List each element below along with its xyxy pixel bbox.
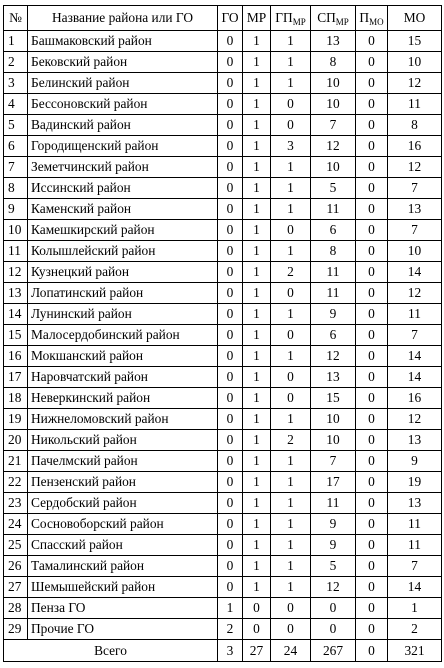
cell-mo: 13 bbox=[388, 493, 442, 514]
table-row bbox=[4, 31, 442, 52]
cell-go: 0 bbox=[218, 493, 243, 514]
cell-number: 11 bbox=[4, 241, 28, 262]
cell-go: 0 bbox=[218, 367, 243, 388]
cell-mo: 14 bbox=[388, 346, 442, 367]
table-row bbox=[4, 619, 442, 640]
cell-gp: 1 bbox=[271, 157, 311, 178]
cell-sp: 12 bbox=[311, 577, 356, 598]
cell-sp: 5 bbox=[311, 556, 356, 577]
cell-go: 0 bbox=[218, 556, 243, 577]
cell-go: 0 bbox=[218, 115, 243, 136]
cell-p: 0 bbox=[356, 556, 388, 577]
cell-go: 0 bbox=[218, 577, 243, 598]
cell-district-name: Сердобский район bbox=[28, 493, 218, 514]
cell-mr: 1 bbox=[243, 157, 271, 178]
cell-district-name: Башмаковский район bbox=[28, 31, 218, 52]
cell-go: 0 bbox=[218, 430, 243, 451]
cell-p: 0 bbox=[356, 388, 388, 409]
cell-mr: 1 bbox=[243, 535, 271, 556]
cell-district-name: Лунинский район bbox=[28, 304, 218, 325]
cell-sp: 10 bbox=[311, 94, 356, 115]
cell-gp: 0 bbox=[271, 220, 311, 241]
cell-sp: 10 bbox=[311, 157, 356, 178]
cell-mr: 1 bbox=[243, 241, 271, 262]
cell-district-name: Вадинский район bbox=[28, 115, 218, 136]
cell-go: 0 bbox=[218, 241, 243, 262]
cell-gp: 0 bbox=[271, 115, 311, 136]
cell-number: 9 bbox=[4, 199, 28, 220]
cell-mo: 14 bbox=[388, 577, 442, 598]
cell-p: 0 bbox=[356, 493, 388, 514]
cell-mr: 1 bbox=[243, 367, 271, 388]
cell-district-name: Белинский район bbox=[28, 73, 218, 94]
cell-go: 0 bbox=[218, 346, 243, 367]
cell-gp: 0 bbox=[271, 367, 311, 388]
table-header-row bbox=[4, 6, 442, 31]
cell-go: 0 bbox=[218, 157, 243, 178]
header-sp bbox=[311, 6, 356, 31]
cell-number: 23 bbox=[4, 493, 28, 514]
cell-mr: 1 bbox=[243, 556, 271, 577]
header-go: ГО bbox=[218, 6, 243, 31]
cell-sp: 0 bbox=[311, 598, 356, 619]
table-row bbox=[4, 430, 442, 451]
cell-mo: 11 bbox=[388, 535, 442, 556]
cell-number: 1 bbox=[4, 31, 28, 52]
cell-mo: 13 bbox=[388, 430, 442, 451]
cell-mr: 1 bbox=[243, 283, 271, 304]
cell-mr: 1 bbox=[243, 136, 271, 157]
cell-sp: 13 bbox=[311, 367, 356, 388]
cell-sp: 9 bbox=[311, 304, 356, 325]
cell-number: 26 bbox=[4, 556, 28, 577]
cell-gp: 1 bbox=[271, 472, 311, 493]
cell-gp: 1 bbox=[271, 304, 311, 325]
cell-gp: 2 bbox=[271, 262, 311, 283]
cell-mr: 1 bbox=[243, 220, 271, 241]
header-p-sub: МО bbox=[369, 17, 384, 27]
cell-mr: 1 bbox=[243, 409, 271, 430]
total-go: 3 bbox=[218, 640, 243, 662]
cell-gp: 0 bbox=[271, 598, 311, 619]
cell-district-name: Шемышейский район bbox=[28, 577, 218, 598]
cell-mr: 1 bbox=[243, 430, 271, 451]
cell-gp: 1 bbox=[271, 346, 311, 367]
header-name: Название района или ГО bbox=[28, 6, 218, 31]
cell-gp: 1 bbox=[271, 52, 311, 73]
cell-mo: 14 bbox=[388, 367, 442, 388]
cell-district-name: Наровчатский район bbox=[28, 367, 218, 388]
header-gp-sub: МР bbox=[292, 17, 306, 27]
cell-mr: 1 bbox=[243, 388, 271, 409]
cell-district-name: Лопатинский район bbox=[28, 283, 218, 304]
cell-go: 0 bbox=[218, 73, 243, 94]
cell-p: 0 bbox=[356, 199, 388, 220]
cell-go: 0 bbox=[218, 31, 243, 52]
cell-sp: 17 bbox=[311, 472, 356, 493]
cell-mo: 12 bbox=[388, 73, 442, 94]
cell-go: 0 bbox=[218, 388, 243, 409]
cell-sp: 11 bbox=[311, 283, 356, 304]
cell-p: 0 bbox=[356, 598, 388, 619]
cell-district-name: Спасский район bbox=[28, 535, 218, 556]
cell-go: 0 bbox=[218, 535, 243, 556]
total-gp: 24 bbox=[271, 640, 311, 662]
table-row bbox=[4, 262, 442, 283]
cell-go: 0 bbox=[218, 52, 243, 73]
cell-gp: 0 bbox=[271, 94, 311, 115]
cell-district-name: Пензенский район bbox=[28, 472, 218, 493]
cell-number: 10 bbox=[4, 220, 28, 241]
cell-number: 27 bbox=[4, 577, 28, 598]
cell-mo: 2 bbox=[388, 619, 442, 640]
cell-p: 0 bbox=[356, 178, 388, 199]
cell-mo: 7 bbox=[388, 220, 442, 241]
cell-number: 14 bbox=[4, 304, 28, 325]
cell-number: 20 bbox=[4, 430, 28, 451]
cell-sp: 7 bbox=[311, 451, 356, 472]
cell-p: 0 bbox=[356, 472, 388, 493]
cell-go: 0 bbox=[218, 409, 243, 430]
cell-p: 0 bbox=[356, 346, 388, 367]
cell-mo: 10 bbox=[388, 241, 442, 262]
table-row bbox=[4, 514, 442, 535]
cell-mo: 12 bbox=[388, 283, 442, 304]
cell-number: 8 bbox=[4, 178, 28, 199]
cell-go: 0 bbox=[218, 472, 243, 493]
cell-district-name: Бековский район bbox=[28, 52, 218, 73]
table-row bbox=[4, 598, 442, 619]
header-gp bbox=[271, 6, 311, 31]
cell-go: 0 bbox=[218, 178, 243, 199]
cell-mo: 7 bbox=[388, 556, 442, 577]
header-p-label: П bbox=[359, 10, 370, 25]
cell-go: 0 bbox=[218, 262, 243, 283]
total-sp: 267 bbox=[311, 640, 356, 662]
cell-gp: 0 bbox=[271, 388, 311, 409]
cell-mo: 12 bbox=[388, 409, 442, 430]
cell-sp: 0 bbox=[311, 619, 356, 640]
cell-sp: 11 bbox=[311, 493, 356, 514]
cell-sp: 10 bbox=[311, 430, 356, 451]
cell-mr: 1 bbox=[243, 262, 271, 283]
cell-district-name: Иссинский район bbox=[28, 178, 218, 199]
header-mr: МР bbox=[243, 6, 271, 31]
table-row bbox=[4, 367, 442, 388]
cell-p: 0 bbox=[356, 157, 388, 178]
cell-district-name: Городищенский район bbox=[28, 136, 218, 157]
cell-p: 0 bbox=[356, 220, 388, 241]
cell-mo: 10 bbox=[388, 52, 442, 73]
cell-sp: 10 bbox=[311, 73, 356, 94]
cell-gp: 1 bbox=[271, 514, 311, 535]
cell-p: 0 bbox=[356, 451, 388, 472]
total-mo: 321 bbox=[388, 640, 442, 662]
cell-number: 13 bbox=[4, 283, 28, 304]
table-row bbox=[4, 451, 442, 472]
cell-number: 21 bbox=[4, 451, 28, 472]
cell-p: 0 bbox=[356, 304, 388, 325]
cell-gp: 1 bbox=[271, 493, 311, 514]
cell-number: 22 bbox=[4, 472, 28, 493]
cell-mr: 1 bbox=[243, 199, 271, 220]
table-row bbox=[4, 409, 442, 430]
cell-p: 0 bbox=[356, 241, 388, 262]
cell-district-name: Неверкинский район bbox=[28, 388, 218, 409]
cell-number: 16 bbox=[4, 346, 28, 367]
total-mr: 27 bbox=[243, 640, 271, 662]
cell-mr: 1 bbox=[243, 325, 271, 346]
table-body bbox=[4, 31, 442, 640]
table-row bbox=[4, 325, 442, 346]
table-row bbox=[4, 304, 442, 325]
cell-sp: 10 bbox=[311, 409, 356, 430]
cell-gp: 1 bbox=[271, 199, 311, 220]
cell-mr: 1 bbox=[243, 73, 271, 94]
cell-go: 2 bbox=[218, 619, 243, 640]
cell-p: 0 bbox=[356, 262, 388, 283]
cell-gp: 1 bbox=[271, 577, 311, 598]
cell-mr: 1 bbox=[243, 472, 271, 493]
cell-go: 0 bbox=[218, 304, 243, 325]
cell-p: 0 bbox=[356, 31, 388, 52]
cell-number: 3 bbox=[4, 73, 28, 94]
cell-mr: 1 bbox=[243, 304, 271, 325]
cell-mo: 12 bbox=[388, 157, 442, 178]
cell-mo: 13 bbox=[388, 199, 442, 220]
total-p: 0 bbox=[356, 640, 388, 662]
cell-mo: 11 bbox=[388, 94, 442, 115]
cell-number: 17 bbox=[4, 367, 28, 388]
cell-district-name: Пачелмский район bbox=[28, 451, 218, 472]
cell-district-name: Прочие ГО bbox=[28, 619, 218, 640]
cell-p: 0 bbox=[356, 535, 388, 556]
cell-district-name: Нижнеломовский район bbox=[28, 409, 218, 430]
cell-p: 0 bbox=[356, 52, 388, 73]
header-gp-label: ГП bbox=[275, 10, 293, 25]
cell-sp: 11 bbox=[311, 262, 356, 283]
table-row bbox=[4, 220, 442, 241]
cell-district-name: Пенза ГО bbox=[28, 598, 218, 619]
cell-mr: 0 bbox=[243, 619, 271, 640]
cell-district-name: Каменский район bbox=[28, 199, 218, 220]
cell-go: 0 bbox=[218, 283, 243, 304]
table-row bbox=[4, 52, 442, 73]
cell-mo: 11 bbox=[388, 304, 442, 325]
cell-district-name: Кузнецкий район bbox=[28, 262, 218, 283]
cell-district-name: Малосердобинский район bbox=[28, 325, 218, 346]
cell-p: 0 bbox=[356, 619, 388, 640]
cell-number: 6 bbox=[4, 136, 28, 157]
cell-gp: 0 bbox=[271, 619, 311, 640]
cell-sp: 9 bbox=[311, 535, 356, 556]
cell-gp: 1 bbox=[271, 31, 311, 52]
cell-go: 0 bbox=[218, 514, 243, 535]
header-sp-sub: МР bbox=[335, 17, 349, 27]
cell-district-name: Тамалинский район bbox=[28, 556, 218, 577]
cell-number: 24 bbox=[4, 514, 28, 535]
table-row bbox=[4, 73, 442, 94]
cell-mo: 7 bbox=[388, 325, 442, 346]
cell-mo: 19 bbox=[388, 472, 442, 493]
cell-mo: 7 bbox=[388, 178, 442, 199]
cell-sp: 15 bbox=[311, 388, 356, 409]
table-row bbox=[4, 472, 442, 493]
header-number: № bbox=[4, 6, 28, 31]
cell-sp: 9 bbox=[311, 514, 356, 535]
cell-go: 0 bbox=[218, 199, 243, 220]
municipalities-table-container bbox=[3, 5, 442, 662]
cell-mo: 16 bbox=[388, 388, 442, 409]
cell-mr: 1 bbox=[243, 493, 271, 514]
cell-sp: 6 bbox=[311, 220, 356, 241]
cell-sp: 13 bbox=[311, 31, 356, 52]
cell-number: 25 bbox=[4, 535, 28, 556]
table-row bbox=[4, 388, 442, 409]
cell-gp: 1 bbox=[271, 535, 311, 556]
cell-gp: 1 bbox=[271, 241, 311, 262]
header-p bbox=[356, 6, 388, 31]
cell-mr: 1 bbox=[243, 451, 271, 472]
cell-p: 0 bbox=[356, 325, 388, 346]
cell-p: 0 bbox=[356, 409, 388, 430]
cell-mo: 8 bbox=[388, 115, 442, 136]
cell-sp: 8 bbox=[311, 241, 356, 262]
table-row bbox=[4, 115, 442, 136]
cell-go: 0 bbox=[218, 94, 243, 115]
cell-p: 0 bbox=[356, 115, 388, 136]
table-row bbox=[4, 577, 442, 598]
cell-mr: 1 bbox=[243, 94, 271, 115]
cell-go: 0 bbox=[218, 136, 243, 157]
cell-gp: 3 bbox=[271, 136, 311, 157]
cell-district-name: Бессоновский район bbox=[28, 94, 218, 115]
table-row bbox=[4, 94, 442, 115]
cell-mo: 1 bbox=[388, 598, 442, 619]
cell-p: 0 bbox=[356, 367, 388, 388]
cell-district-name: Сосновоборский район bbox=[28, 514, 218, 535]
cell-sp: 5 bbox=[311, 178, 356, 199]
cell-p: 0 bbox=[356, 577, 388, 598]
cell-gp: 1 bbox=[271, 451, 311, 472]
cell-gp: 1 bbox=[271, 178, 311, 199]
table-row bbox=[4, 556, 442, 577]
table-row bbox=[4, 283, 442, 304]
cell-p: 0 bbox=[356, 430, 388, 451]
header-sp-label: СП bbox=[317, 10, 336, 25]
cell-sp: 12 bbox=[311, 136, 356, 157]
cell-go: 0 bbox=[218, 220, 243, 241]
cell-district-name: Колышлейский район bbox=[28, 241, 218, 262]
cell-mr: 1 bbox=[243, 115, 271, 136]
cell-mr: 1 bbox=[243, 31, 271, 52]
table-row bbox=[4, 178, 442, 199]
cell-gp: 1 bbox=[271, 409, 311, 430]
header-mo: МО bbox=[388, 6, 442, 31]
cell-number: 7 bbox=[4, 157, 28, 178]
cell-mo: 15 bbox=[388, 31, 442, 52]
cell-mr: 0 bbox=[243, 598, 271, 619]
cell-number: 28 bbox=[4, 598, 28, 619]
cell-go: 0 bbox=[218, 451, 243, 472]
cell-gp: 1 bbox=[271, 73, 311, 94]
cell-mo: 16 bbox=[388, 136, 442, 157]
total-row bbox=[4, 640, 442, 662]
cell-number: 12 bbox=[4, 262, 28, 283]
cell-go: 0 bbox=[218, 325, 243, 346]
cell-gp: 0 bbox=[271, 283, 311, 304]
cell-go: 1 bbox=[218, 598, 243, 619]
cell-p: 0 bbox=[356, 514, 388, 535]
cell-mr: 1 bbox=[243, 178, 271, 199]
cell-gp: 0 bbox=[271, 325, 311, 346]
cell-district-name: Земетчинский район bbox=[28, 157, 218, 178]
cell-p: 0 bbox=[356, 94, 388, 115]
cell-sp: 6 bbox=[311, 325, 356, 346]
table-row bbox=[4, 346, 442, 367]
cell-number: 15 bbox=[4, 325, 28, 346]
cell-number: 2 bbox=[4, 52, 28, 73]
cell-district-name: Никольский район bbox=[28, 430, 218, 451]
cell-sp: 12 bbox=[311, 346, 356, 367]
cell-district-name: Мокшанский район bbox=[28, 346, 218, 367]
cell-mr: 1 bbox=[243, 514, 271, 535]
total-label: Всего bbox=[4, 640, 218, 662]
cell-mr: 1 bbox=[243, 52, 271, 73]
table-row bbox=[4, 493, 442, 514]
cell-sp: 11 bbox=[311, 199, 356, 220]
cell-number: 4 bbox=[4, 94, 28, 115]
cell-mo: 9 bbox=[388, 451, 442, 472]
table-row bbox=[4, 241, 442, 262]
cell-mo: 11 bbox=[388, 514, 442, 535]
cell-mr: 1 bbox=[243, 577, 271, 598]
cell-gp: 1 bbox=[271, 556, 311, 577]
cell-sp: 7 bbox=[311, 115, 356, 136]
table-row bbox=[4, 535, 442, 556]
cell-number: 29 bbox=[4, 619, 28, 640]
table-row bbox=[4, 136, 442, 157]
cell-sp: 8 bbox=[311, 52, 356, 73]
cell-district-name: Камешкирский район bbox=[28, 220, 218, 241]
cell-gp: 2 bbox=[271, 430, 311, 451]
cell-p: 0 bbox=[356, 73, 388, 94]
cell-mr: 1 bbox=[243, 346, 271, 367]
table-row bbox=[4, 199, 442, 220]
cell-p: 0 bbox=[356, 283, 388, 304]
cell-p: 0 bbox=[356, 136, 388, 157]
cell-number: 5 bbox=[4, 115, 28, 136]
table-row bbox=[4, 157, 442, 178]
cell-number: 19 bbox=[4, 409, 28, 430]
municipalities-table bbox=[3, 5, 442, 662]
cell-mo: 14 bbox=[388, 262, 442, 283]
cell-number: 18 bbox=[4, 388, 28, 409]
